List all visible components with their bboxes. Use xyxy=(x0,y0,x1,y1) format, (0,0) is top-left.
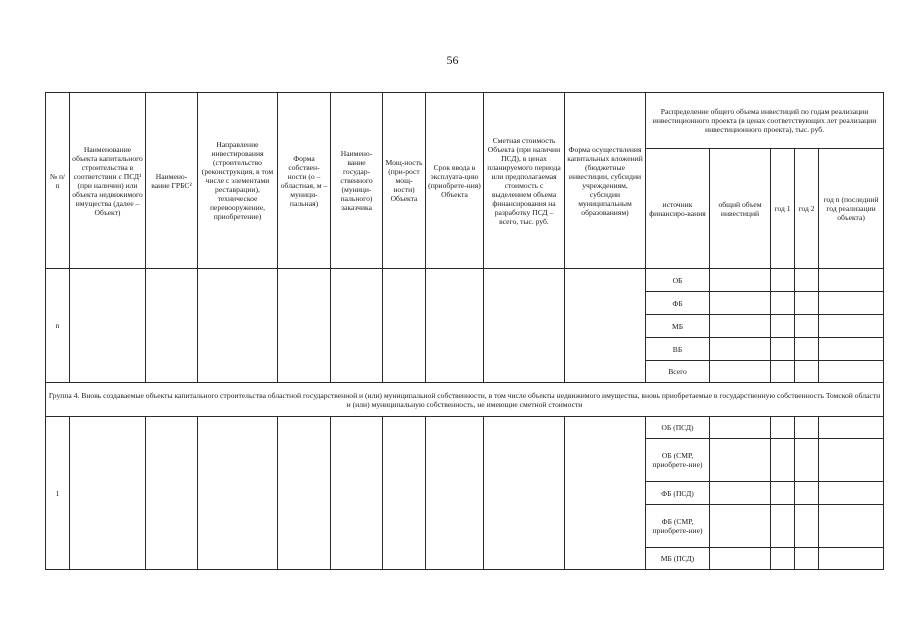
cell-empty xyxy=(710,505,771,548)
cell-empty xyxy=(819,482,884,505)
cell-empty xyxy=(426,417,484,570)
investment-table xyxy=(45,92,884,570)
cell-empty xyxy=(565,269,646,383)
cell-empty xyxy=(795,548,819,570)
source-label: ФБ (ПСД) xyxy=(646,482,710,505)
cell-empty xyxy=(70,417,146,570)
source-label: МБ (ПСД) xyxy=(646,548,710,570)
cell-empty xyxy=(795,505,819,548)
cell-empty xyxy=(771,482,795,505)
header-col-distribution: Распределение общего объема инвестиций по годам реализации инвестиционного проекта (в ценах соответствующих лет реализации инвестиционного проекта), тыс. руб. xyxy=(646,93,884,149)
cell-empty xyxy=(771,548,795,570)
group-4-title: Группа 4. Вновь создаваемые объекты капитального строительства областной государственной и (или) муниципальной собственности, в том числе объекты недвижимого имущества, вновь приобретаемые в государственную собственность Томской области и (или) муниципальную собственность, не имеющие сметной стоимости xyxy=(46,383,884,417)
cell-empty xyxy=(795,439,819,482)
cell-empty xyxy=(710,269,771,292)
cell-empty xyxy=(771,417,795,439)
cell-empty xyxy=(278,417,331,570)
cell-empty xyxy=(771,338,795,361)
cell-empty xyxy=(198,417,278,570)
row-num-1: 1 xyxy=(46,417,70,570)
header-sub-year1: год 1 xyxy=(771,149,795,269)
cell-empty xyxy=(819,548,884,570)
source-label: ОБ (ПСД) xyxy=(646,417,710,439)
header-col-ownership: Форма собствен-ности (о – областная, м – муници-пальная) xyxy=(278,93,331,269)
header-col-cost: Сметная стоимость Объекта (при наличии ПСД), в ценах планируемого периода или предполагаемая стоимость с выделением объема финансирования на разработку ПСД – всего, тыс. руб. xyxy=(484,93,565,269)
cell-empty xyxy=(771,269,795,292)
cell-empty xyxy=(819,417,884,439)
cell-empty xyxy=(710,338,771,361)
cell-empty xyxy=(771,505,795,548)
cell-empty xyxy=(426,269,484,383)
cell-empty xyxy=(331,417,383,570)
cell-empty xyxy=(795,292,819,315)
source-label: ОБ xyxy=(646,269,710,292)
cell-empty xyxy=(146,269,198,383)
cell-empty xyxy=(795,482,819,505)
cell-empty xyxy=(795,361,819,383)
cell-empty xyxy=(771,439,795,482)
header-sub-total: общий объем инвестиций xyxy=(710,149,771,269)
cell-empty xyxy=(819,292,884,315)
cell-empty xyxy=(565,417,646,570)
cell-empty xyxy=(710,439,771,482)
source-label: Всего xyxy=(646,361,710,383)
cell-empty xyxy=(710,548,771,570)
page-number: 56 xyxy=(446,53,459,67)
cell-empty xyxy=(795,269,819,292)
source-label: ФБ (СМР, приобрете-ние) xyxy=(646,505,710,548)
cell-empty xyxy=(771,361,795,383)
header-sub-year2: год 2 xyxy=(795,149,819,269)
cell-empty xyxy=(795,417,819,439)
cell-empty xyxy=(710,292,771,315)
cell-empty xyxy=(819,361,884,383)
source-label: ОБ (СМР, приобрете-ние) xyxy=(646,439,710,482)
cell-empty xyxy=(819,338,884,361)
cell-empty xyxy=(819,505,884,548)
header-col-num: № п/п xyxy=(46,93,70,269)
cell-empty xyxy=(146,417,198,570)
cell-empty xyxy=(198,269,278,383)
cell-empty xyxy=(70,269,146,383)
cell-empty xyxy=(819,269,884,292)
cell-empty xyxy=(795,315,819,338)
header-col-deadline: Срок ввода в эксплуата-цию (приобрете-ния) Объекта xyxy=(426,93,484,269)
header-col-grbs: Наимено-вание ГРБС² xyxy=(146,93,198,269)
cell-empty xyxy=(819,439,884,482)
source-label: ВБ xyxy=(646,338,710,361)
cell-empty xyxy=(771,292,795,315)
cell-empty xyxy=(383,417,426,570)
cell-empty xyxy=(383,269,426,383)
header-col-direction: Направление инвестирования (строительство (реконструкция, в том числе с элементами реставрации), техническое перевооружение, приобретение) xyxy=(198,93,278,269)
cell-empty xyxy=(795,338,819,361)
cell-empty xyxy=(710,315,771,338)
cell-empty xyxy=(819,315,884,338)
cell-empty xyxy=(484,269,565,383)
source-label: МБ xyxy=(646,315,710,338)
row-num-n: n xyxy=(46,269,70,383)
cell-empty xyxy=(710,417,771,439)
cell-empty xyxy=(331,269,383,383)
cell-empty xyxy=(484,417,565,570)
header-sub-source: источник финансиро-вания xyxy=(646,149,710,269)
cell-empty xyxy=(278,269,331,383)
header-col-name: Наименование объекта капитального строительства в соответствии с ПСД¹ (при наличии) или объекта недвижимого имущества (далее – Объект) xyxy=(70,93,146,269)
header-col-capacity: Мощ-ность (при-рост мощ-ности) Объекта xyxy=(383,93,426,269)
source-label: ФБ xyxy=(646,292,710,315)
cell-empty xyxy=(710,361,771,383)
header-col-customer: Наимено-вание государ-ственного (муници-пального) заказчика xyxy=(331,93,383,269)
header-sub-yearn: год n (последний год реализации объекта) xyxy=(819,149,884,269)
cell-empty xyxy=(710,482,771,505)
header-col-form: Форма осуществления капитальных вложений (бюджетные инвестиции, субсидии учреждениям, субсидии муниципальным образованиям) xyxy=(565,93,646,269)
cell-empty xyxy=(771,315,795,338)
